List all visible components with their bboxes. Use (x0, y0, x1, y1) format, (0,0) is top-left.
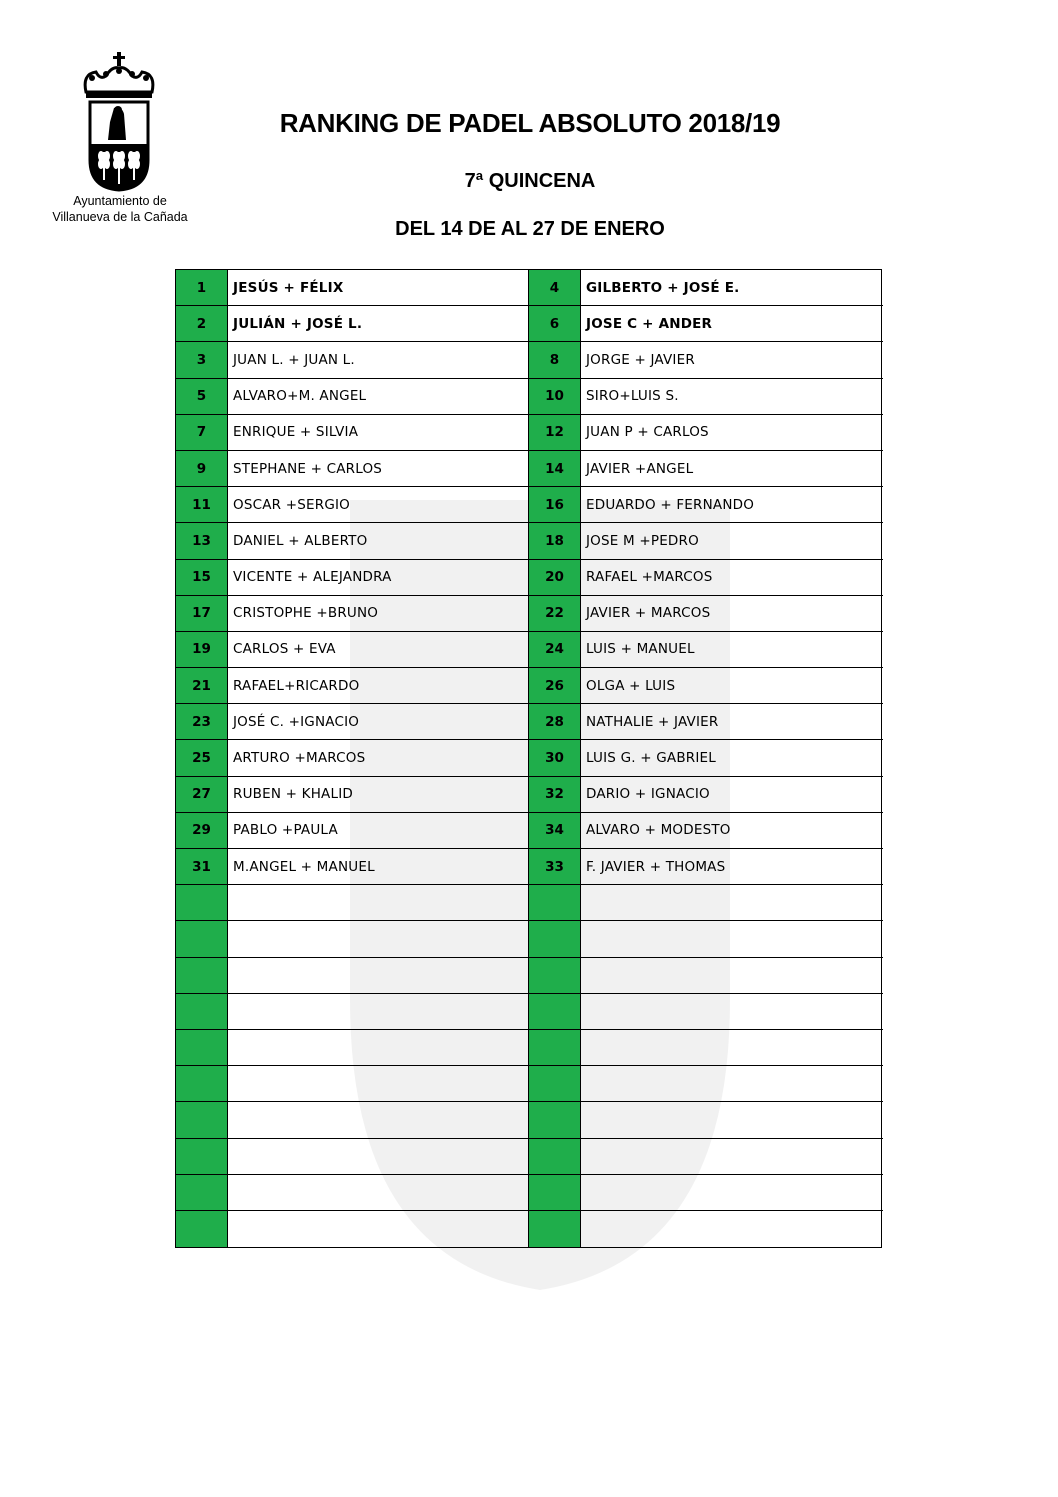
pair-name: CRISTOPHE +BRUNO (228, 596, 529, 632)
pair-name: CARLOS + EVA (228, 632, 529, 668)
rank-number: 2 (176, 306, 228, 342)
pair-name (581, 1030, 883, 1066)
rank-number (176, 1175, 228, 1211)
pair-name (581, 1066, 883, 1102)
rank-number (176, 885, 228, 921)
rank-number: 10 (529, 379, 581, 415)
rank-number: 29 (176, 813, 228, 849)
rank-number (176, 1102, 228, 1138)
pair-name (228, 1102, 529, 1138)
pair-name (228, 1211, 529, 1247)
pair-name (228, 1139, 529, 1175)
pair-name: VICENTE + ALEJANDRA (228, 560, 529, 596)
pair-name: LUIS G. + GABRIEL (581, 740, 883, 776)
rank-number: 5 (176, 379, 228, 415)
pair-name (581, 1211, 883, 1247)
rank-number: 33 (529, 849, 581, 885)
rank-number: 28 (529, 704, 581, 740)
ranking-table (175, 269, 882, 1248)
rank-number: 9 (176, 451, 228, 487)
rank-number: 11 (176, 487, 228, 523)
rank-number (529, 921, 581, 957)
pair-name (581, 921, 883, 957)
pair-name (581, 994, 883, 1030)
page-subtitle-dates: DEL 14 DE AL 27 DE ENERO (395, 218, 665, 240)
rank-number (529, 885, 581, 921)
pair-name: JAVIER + MARCOS (581, 596, 883, 632)
rank-number: 27 (176, 777, 228, 813)
rank-number (176, 994, 228, 1030)
rank-number: 15 (176, 560, 228, 596)
rank-number (176, 921, 228, 957)
rank-number: 3 (176, 342, 228, 378)
pair-name: JESÚS + FÉLIX (228, 270, 529, 306)
pair-name (228, 958, 529, 994)
rank-number (176, 1211, 228, 1247)
pair-name: RUBEN + KHALID (228, 777, 529, 813)
pair-name: PABLO +PAULA (228, 813, 529, 849)
pair-name: JOSE M +PEDRO (581, 523, 883, 559)
logo-caption-line1: Ayuntamiento de (73, 194, 167, 208)
pair-name (228, 1175, 529, 1211)
logo-caption (40, 193, 200, 225)
pair-name (228, 1066, 529, 1102)
rank-number: 21 (176, 668, 228, 704)
pair-name: OSCAR +SERGIO (228, 487, 529, 523)
pair-name: JAVIER +ANGEL (581, 451, 883, 487)
rank-number (529, 1175, 581, 1211)
rank-number (529, 958, 581, 994)
rank-number (529, 1211, 581, 1247)
rank-number: 18 (529, 523, 581, 559)
rank-number: 19 (176, 632, 228, 668)
rank-number: 12 (529, 415, 581, 451)
rank-number (176, 1030, 228, 1066)
pair-name: RAFAEL+RICARDO (228, 668, 529, 704)
pair-name: ALVARO + MODESTO (581, 813, 883, 849)
pair-name: GILBERTO + JOSÉ E. (581, 270, 883, 306)
pair-name: JOSÉ C. +IGNACIO (228, 704, 529, 740)
pair-name (581, 1102, 883, 1138)
pair-name: JORGE + JAVIER (581, 342, 883, 378)
pair-name (228, 921, 529, 957)
rank-number: 25 (176, 740, 228, 776)
pair-name (581, 1175, 883, 1211)
rank-number: 17 (176, 596, 228, 632)
pair-name: JOSE C + ANDER (581, 306, 883, 342)
pair-name: JUAN L. + JUAN L. (228, 342, 529, 378)
pair-name: NATHALIE + JAVIER (581, 704, 883, 740)
rank-number: 30 (529, 740, 581, 776)
pair-name: LUIS + MANUEL (581, 632, 883, 668)
rank-number: 31 (176, 849, 228, 885)
pair-name: ARTURO +MARCOS (228, 740, 529, 776)
logo-caption-line2: Villanueva de la Cañada (52, 210, 188, 224)
pair-name: RAFAEL +MARCOS (581, 560, 883, 596)
pair-name: M.ANGEL + MANUEL (228, 849, 529, 885)
page-title: RANKING DE PADEL ABSOLUTO 2018/19 (279, 108, 781, 138)
page-subtitle-fortnight: 7ª QUINCENA (464, 170, 596, 192)
rank-number: 6 (529, 306, 581, 342)
pair-name: DARIO + IGNACIO (581, 777, 883, 813)
pair-name: ALVARO+M. ANGEL (228, 379, 529, 415)
rank-number: 4 (529, 270, 581, 306)
pair-name: F. JAVIER + THOMAS (581, 849, 883, 885)
rank-number (529, 1030, 581, 1066)
pair-name (581, 1139, 883, 1175)
pair-name (228, 885, 529, 921)
rank-number: 13 (176, 523, 228, 559)
rank-number: 7 (176, 415, 228, 451)
coat-of-arms-logo (78, 52, 160, 192)
pair-name: EDUARDO + FERNANDO (581, 487, 883, 523)
rank-number (529, 1139, 581, 1175)
pair-name: OLGA + LUIS (581, 668, 883, 704)
pair-name (228, 1030, 529, 1066)
rank-number: 24 (529, 632, 581, 668)
pair-name (228, 994, 529, 1030)
rank-number: 26 (529, 668, 581, 704)
rank-number (176, 958, 228, 994)
rank-number (176, 1066, 228, 1102)
pair-name: DANIEL + ALBERTO (228, 523, 529, 559)
rank-number (529, 1066, 581, 1102)
pair-name: STEPHANE + CARLOS (228, 451, 529, 487)
rank-number: 32 (529, 777, 581, 813)
pair-name (581, 958, 883, 994)
rank-number: 8 (529, 342, 581, 378)
pair-name: JUAN P + CARLOS (581, 415, 883, 451)
rank-number: 23 (176, 704, 228, 740)
pair-name: JULIÁN + JOSÉ L. (228, 306, 529, 342)
rank-number (176, 1139, 228, 1175)
rank-number (529, 994, 581, 1030)
rank-number: 16 (529, 487, 581, 523)
rank-number (529, 1102, 581, 1138)
rank-number: 34 (529, 813, 581, 849)
rank-number: 1 (176, 270, 228, 306)
rank-number: 20 (529, 560, 581, 596)
rank-number: 22 (529, 596, 581, 632)
pair-name: SIRO+LUIS S. (581, 379, 883, 415)
pair-name: ENRIQUE + SILVIA (228, 415, 529, 451)
rank-number: 14 (529, 451, 581, 487)
pair-name (581, 885, 883, 921)
